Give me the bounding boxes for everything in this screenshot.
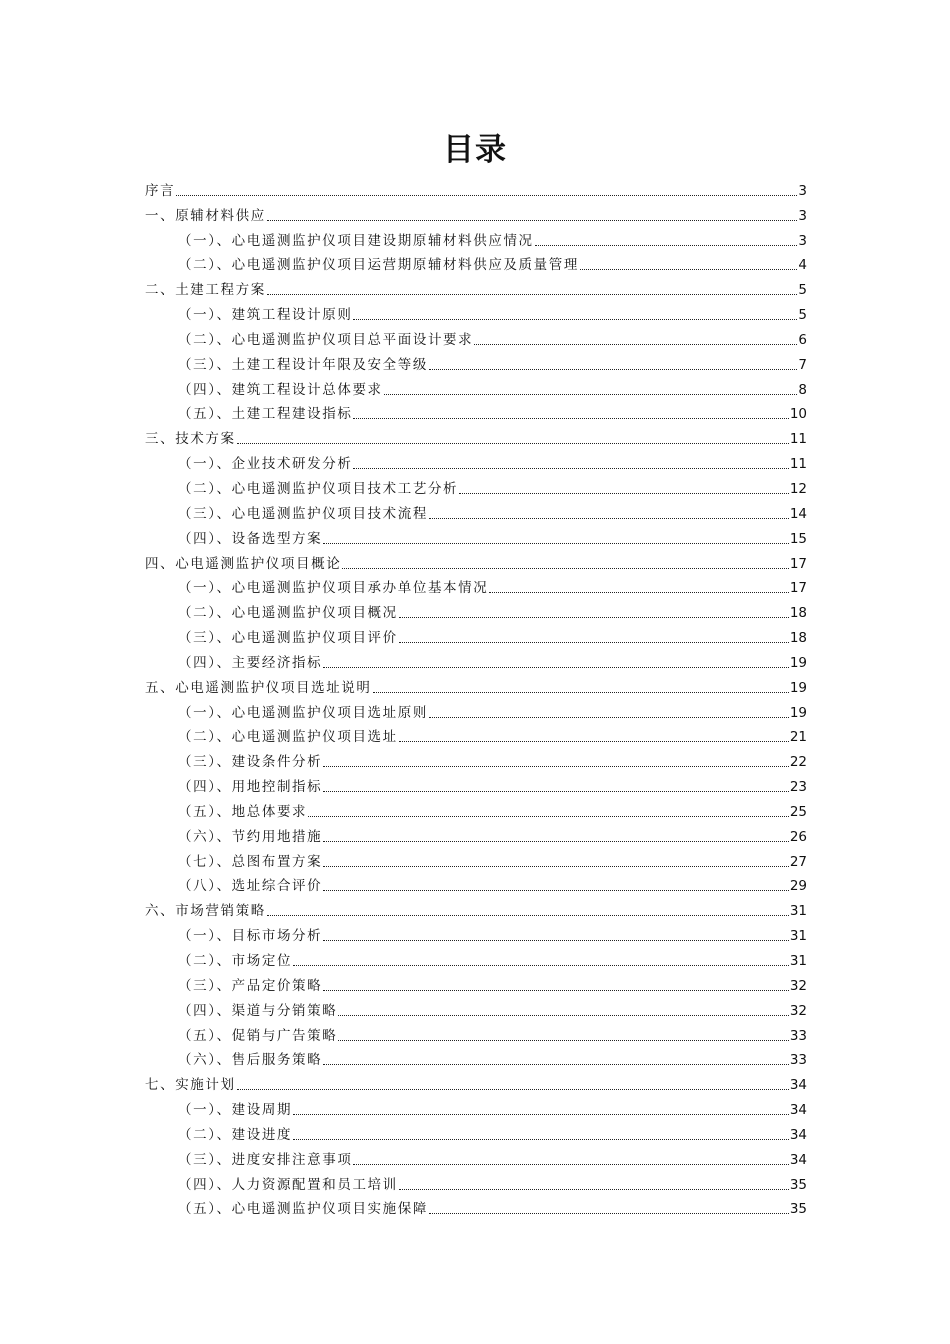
toc-entry-label: （七）、总图布置方案 (178, 853, 323, 870)
toc-page-number: 26 (789, 828, 807, 845)
toc-page-number: 33 (789, 1052, 807, 1069)
toc-entry-label: （二）、市场定位 (178, 953, 293, 969)
toc-entry[interactable] (145, 224, 807, 249)
toc-entry[interactable] (145, 745, 807, 770)
toc-page-number: 3 (798, 182, 807, 199)
toc-entry[interactable] (145, 1019, 807, 1044)
toc-entry[interactable] (145, 1093, 807, 1118)
toc-page-number: 3 (798, 232, 807, 249)
toc-dot-leader (353, 418, 788, 419)
toc-page-number: 11 (789, 431, 807, 448)
toc-entry-label: （三）、建设条件分析 (178, 754, 323, 771)
toc-dot-leader (267, 220, 798, 221)
toc-dot-leader (459, 493, 789, 494)
toc-entry-label: （六）、售后服务策略 (178, 1052, 323, 1069)
toc-entry[interactable] (145, 646, 807, 671)
toc-entry-label: （三）、土建工程设计年限及安全等级 (178, 356, 428, 373)
toc-dot-leader (384, 394, 798, 395)
toc-entry[interactable] (145, 919, 807, 944)
toc-dot-leader (338, 1040, 788, 1041)
toc-entry[interactable] (145, 249, 807, 274)
toc-dot-leader (323, 940, 789, 941)
toc-entry-label: （四）、建筑工程设计总体要求 (178, 381, 383, 398)
toc-entry[interactable] (145, 547, 807, 572)
toc-page-number: 23 (789, 779, 807, 796)
toc-entry-label: （八）、选址综合评价 (178, 878, 323, 895)
toc-dot-leader (429, 717, 789, 718)
toc-dot-leader (489, 592, 788, 593)
toc-entry[interactable] (145, 398, 807, 423)
toc-entry[interactable] (145, 820, 807, 845)
toc-entry-label: （一）、心电遥测监护仪项目选址原则 (178, 704, 428, 721)
toc-dot-leader (323, 766, 789, 767)
toc-entry-label: （四）、设备选型方案 (178, 530, 323, 547)
toc-dot-leader (267, 915, 789, 916)
toc-page-number: 7 (798, 356, 807, 373)
toc-dot-leader (237, 443, 789, 444)
toc-entry[interactable] (145, 348, 807, 373)
toc-dot-leader (237, 1089, 789, 1090)
toc-page-number: 4 (798, 257, 807, 274)
toc-entry-label: （五）、促销与广告策略 (178, 1027, 338, 1044)
toc-page-number: 18 (789, 630, 807, 647)
toc-dot-leader (429, 1213, 789, 1214)
toc-page-number: 12 (789, 480, 807, 497)
toc-dot-leader (399, 617, 789, 618)
toc-dot-leader (267, 294, 798, 295)
toc-page-number: 18 (789, 605, 807, 622)
toc-entry-label: （一）、目标市场分析 (178, 928, 323, 945)
toc-entry[interactable] (145, 944, 807, 969)
toc-page-number: 33 (789, 1027, 807, 1044)
toc-dot-leader (353, 319, 797, 320)
toc-dot-leader (293, 1139, 789, 1140)
toc-entry[interactable] (145, 497, 807, 522)
toc-page-number: 6 (798, 331, 807, 348)
toc-entry-label: 三、技术方案 (145, 431, 236, 448)
toc-dot-leader (474, 344, 797, 345)
toc-dot-leader (323, 890, 789, 891)
toc-entry-label: 七、实施计划 (145, 1077, 236, 1094)
toc-entry-label: （四）、用地控制指标 (178, 779, 323, 796)
toc-page-number: 17 (789, 580, 807, 597)
toc-entry[interactable] (145, 572, 807, 597)
toc-page-number: 31 (789, 953, 807, 969)
toc-page-number: 11 (789, 456, 807, 473)
toc-dot-leader (399, 741, 789, 742)
toc-entry-label: （五）、地总体要求 (178, 803, 308, 820)
toc-dot-leader (323, 543, 789, 544)
toc-page-number: 5 (798, 307, 807, 324)
toc-entry[interactable] (145, 770, 807, 795)
toc-dot-leader (338, 1015, 788, 1016)
toc-entry[interactable] (145, 1168, 807, 1193)
toc-entry[interactable] (145, 1118, 807, 1143)
toc-entry-label: （二）、心电遥测监护仪项目总平面设计要求 (178, 331, 474, 348)
toc-dot-leader (293, 965, 789, 966)
toc-entry-label: （一）、建设周期 (178, 1102, 293, 1119)
toc-entry[interactable] (145, 696, 807, 721)
toc-dot-leader (580, 269, 797, 270)
toc-dot-leader (353, 1164, 788, 1165)
toc-entry[interactable] (145, 422, 807, 447)
toc-entry-label: （三）、产品定价策略 (178, 977, 323, 994)
toc-dot-leader (429, 518, 789, 519)
toc-entry-label: （二）、心电遥测监护仪项目选址 (178, 729, 398, 746)
toc-dot-leader (323, 841, 789, 842)
toc-page-number: 19 (789, 704, 807, 721)
toc-list (145, 174, 807, 1217)
toc-entry-label: （五）、土建工程建设指标 (178, 406, 353, 423)
toc-entry-label: （四）、主要经济指标 (178, 654, 323, 671)
toc-dot-leader (323, 990, 789, 991)
toc-entry[interactable] (145, 845, 807, 870)
toc-entry-label: 一、原辅材料供应 (145, 207, 266, 224)
toc-page-number: 35 (789, 1176, 807, 1193)
toc-dot-leader (353, 468, 788, 469)
toc-entry[interactable] (145, 1143, 807, 1168)
toc-page-number: 15 (789, 530, 807, 547)
toc-dot-leader (323, 791, 789, 792)
toc-dot-leader (399, 1189, 789, 1190)
toc-dot-leader (323, 866, 789, 867)
toc-entry-label: （一）、建筑工程设计原则 (178, 307, 353, 324)
toc-entry[interactable] (145, 621, 807, 646)
toc-entry[interactable] (145, 596, 807, 621)
toc-dot-leader (323, 667, 789, 668)
toc-entry-label: （二）、心电遥测监护仪项目技术工艺分析 (178, 480, 459, 497)
toc-entry[interactable] (145, 969, 807, 994)
toc-entry-label: （三）、进度安排注意事项 (178, 1151, 353, 1168)
toc-page-number: 25 (789, 803, 807, 820)
toc-page-number: 27 (789, 853, 807, 870)
toc-page-number: 32 (789, 1002, 807, 1019)
toc-entry[interactable] (145, 447, 807, 472)
toc-entry[interactable] (145, 472, 807, 497)
toc-dot-leader (342, 568, 789, 569)
toc-entry-label: 序言 (145, 182, 176, 199)
toc-page-number: 31 (789, 903, 807, 920)
toc-entry[interactable] (145, 870, 807, 895)
toc-entry[interactable] (145, 1068, 807, 1093)
toc-entry-label: （四）、人力资源配置和员工培训 (178, 1176, 398, 1193)
toc-dot-leader (399, 642, 789, 643)
toc-page-number: 3 (798, 207, 807, 224)
toc-page-number: 21 (789, 729, 807, 746)
toc-entry-label: 五、心电遥测监护仪项目选址说明 (145, 679, 372, 696)
toc-entry-label: （一）、心电遥测监护仪项目承办单位基本情况 (178, 580, 489, 597)
toc-page-number: 34 (789, 1102, 807, 1119)
toc-entry[interactable] (145, 174, 807, 199)
toc-page-number: 34 (789, 1151, 807, 1168)
toc-dot-leader (176, 195, 797, 196)
toc-dot-leader (429, 369, 797, 370)
toc-entry[interactable] (145, 522, 807, 547)
toc-entry[interactable] (145, 994, 807, 1019)
toc-page-number: 5 (798, 282, 807, 299)
toc-page-number: 32 (789, 977, 807, 994)
toc-entry-label: （三）、心电遥测监护仪项目技术流程 (178, 505, 428, 522)
toc-page-number: 17 (789, 555, 807, 572)
toc-page-number: 35 (789, 1201, 807, 1218)
toc-entry-label: （一）、企业技术研发分析 (178, 456, 353, 473)
toc-entry-label: 二、土建工程方案 (145, 282, 266, 299)
toc-entry-label: （五）、心电遥测监护仪项目实施保障 (178, 1201, 428, 1218)
toc-entry[interactable] (145, 1044, 807, 1069)
toc-entry-label: （二）、建设进度 (178, 1126, 293, 1143)
toc-title: 目录 (443, 132, 507, 168)
toc-dot-leader (293, 1114, 789, 1115)
toc-dot-leader (373, 692, 789, 693)
toc-entry[interactable] (145, 298, 807, 323)
toc-entry[interactable] (145, 1193, 807, 1218)
toc-entry[interactable] (145, 894, 807, 919)
toc-entry-label: 四、心电遥测监护仪项目概论 (145, 555, 342, 572)
toc-page-number: 34 (789, 1077, 807, 1094)
toc-entry-label: （二）、心电遥测监护仪项目概况 (178, 605, 398, 622)
toc-entry[interactable] (145, 273, 807, 298)
toc-dot-leader (308, 816, 789, 817)
toc-entry-label: （四）、渠道与分销策略 (178, 1002, 338, 1019)
toc-page-number: 19 (789, 679, 807, 696)
toc-entry-label: （一）、心电遥测监护仪项目建设期原辅材料供应情况 (178, 232, 534, 249)
toc-entry[interactable] (145, 671, 807, 696)
toc-page-number: 31 (789, 928, 807, 945)
toc-entry[interactable] (145, 323, 807, 348)
toc-entry-label: （六）、节约用地措施 (178, 828, 323, 845)
toc-dot-leader (535, 245, 798, 246)
toc-page-number: 19 (789, 654, 807, 671)
toc-entry[interactable] (145, 721, 807, 746)
toc-entry-label: 六、市场营销策略 (145, 903, 266, 920)
toc-page-number: 22 (789, 754, 807, 771)
toc-entry[interactable] (145, 373, 807, 398)
toc-entry[interactable] (145, 199, 807, 224)
toc-page-number: 10 (789, 406, 807, 423)
toc-entry-label: （三）、心电遥测监护仪项目评价 (178, 630, 398, 647)
toc-entry[interactable] (145, 795, 807, 820)
toc-dot-leader (323, 1064, 789, 1065)
toc-page-number: 14 (789, 505, 807, 522)
toc-page-number: 8 (798, 381, 807, 398)
toc-entry-label: （二）、心电遥测监护仪项目运营期原辅材料供应及质量管理 (178, 257, 579, 274)
toc-page-number: 29 (789, 878, 807, 895)
toc-page-number: 34 (789, 1126, 807, 1143)
